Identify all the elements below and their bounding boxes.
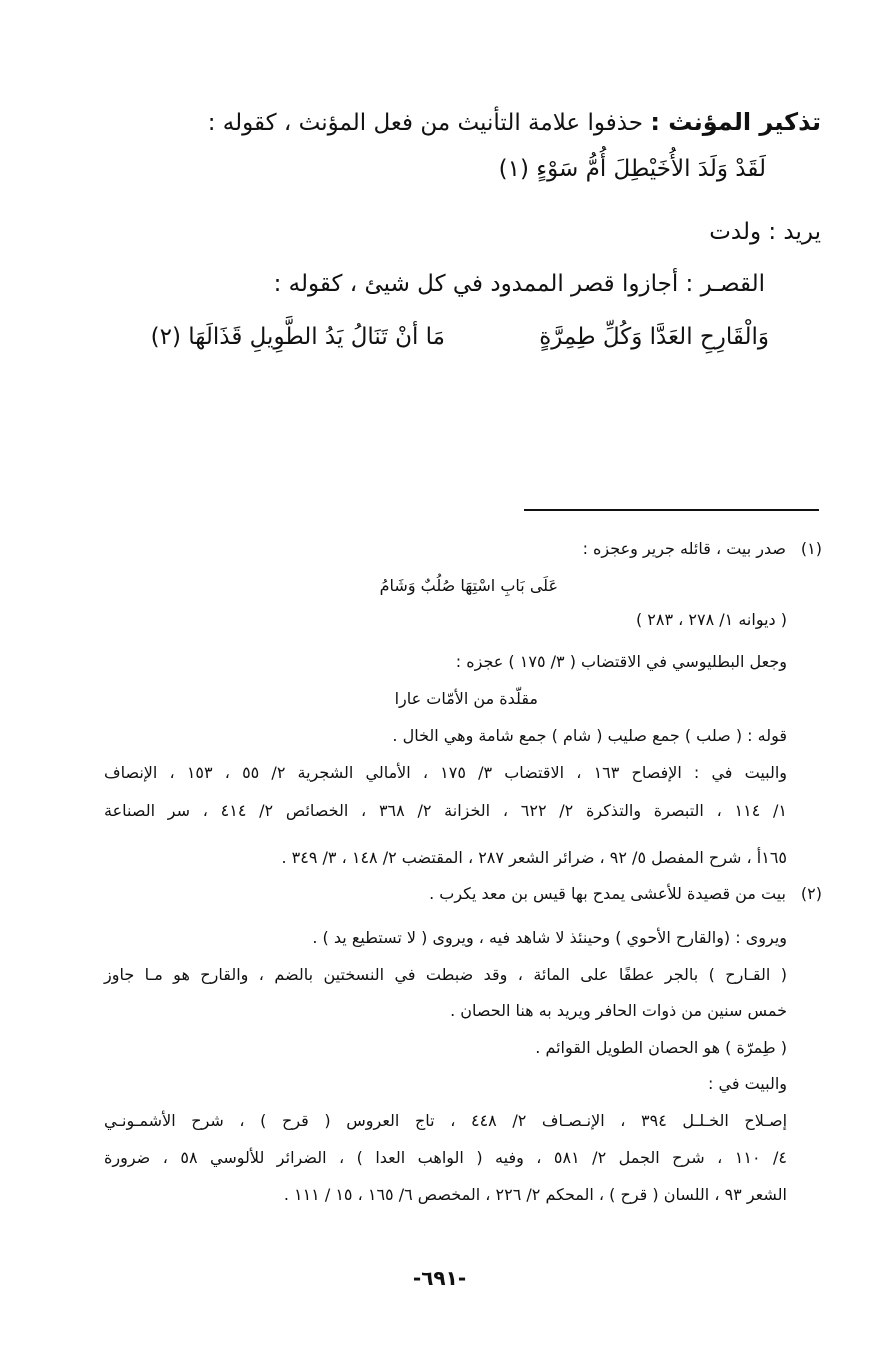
footnote-2-qarih-2: خمس سنين من ذوات الحافر ويريد به هنا الحصان . — [450, 1001, 787, 1020]
yurid-line: يريد : ولدت — [709, 219, 821, 245]
verse-1: لَقَدْ وَلَدَ الأُخَيْطِلَ أُمُّ سَوْءٍ (١) — [498, 156, 766, 182]
footnote-2-marker: (٢) — [800, 884, 822, 903]
footnote-2-wal-bayt: والبيت في : — [708, 1074, 787, 1093]
heading-text: حذفوا علامة التأنيث من فعل المؤنث ، كقوله : — [207, 110, 651, 136]
footnote-1-sources-3: ١٦٥أ ، شرح المفصل ٥/ ٩٢ ، ضرائر الشعر ٢٨٧ ، المقتضب ٢/ ١٤٨ ، ٣/ ٣٤٩ . — [281, 848, 787, 867]
footnote-1-marker: (١) — [800, 539, 822, 558]
footnote-1-line: صدر بيت ، قائله جرير وعجزه : — [582, 539, 786, 558]
footnote-2-qarih-1: ( القـارح ) بالجر عطفًا على المائة ، وقد ضبطت في النسختين بالضم ، والقارح هو مـا جاوز — [104, 965, 787, 984]
footnote-1-qawluh: قوله : ( صلب ) جمع صليب ( شام ) جمع شامة وهي الخال . — [392, 726, 787, 745]
footnote-1-hemistich-2: مقلّدة من الأمّات عارا — [394, 689, 538, 708]
heading-term: تذكير المؤنث : — [650, 108, 821, 136]
footnote-2-timirra: ( طِمرّة ) هو الحصان الطويل القوائم . — [535, 1038, 787, 1057]
footnote-2-line: بيت من قصيدة للأعشى يمدح بها قيس بن معد يكرب . — [429, 884, 786, 903]
footnote-1-batalyawsi: وجعل البطليوسي في الاقتضاب ( ٣/ ١٧٥ ) عجزه : — [455, 652, 787, 671]
footnote-divider — [524, 509, 819, 511]
footnote-2-yurwa: ويروى : (والقارح الأحوي ) وحينئذ لا شاهد فيه ، ويروى ( لا تستطيع يد ) . — [312, 928, 787, 947]
footnote-1-sources-1: والبيت في : الإفصاح ١٦٣ ، الاقتضاب ٣/ ١٧٥ ، الأمالي الشجرية ٢/ ٥٥ ، ١٥٣ ، الإنصاف — [104, 763, 788, 782]
qasr-line: القصـر : أجازوا قصر الممدود في كل شيئ ، كقوله : — [273, 271, 765, 297]
footnote-2-sources-2: ٤/ ١١٠ ، شرح الجمل ٢/ ٥٨١ ، وفيه ( الواهب العدا ) ، الضرائر للألوسي ٥٨ ، ضرورة — [104, 1148, 787, 1167]
verse-2-first-hemistich: وَالْقَارِحِ العَدَّا وَكُلِّ طِمِرَّةٍ — [539, 324, 769, 350]
verse-2-second-hemistich: مَا أنْ تَنَالُ يَدُ الطَّوِيلِ قَذَالَهَا (٢) — [150, 324, 445, 350]
footnote-1-diwan: ( ديوانه ١/ ٢٧٨ ، ٢٨٣ ) — [635, 610, 787, 629]
page-number: -٦٩١- — [412, 1266, 467, 1290]
footnote-1-hemistich: عَلَى بَابِ اسْتِهَا صُلُبٌ وَشَامُ — [379, 576, 558, 595]
footnote-2-sources-1: إصـلاح الخـلـل ٣٩٤ ، الإنـصـاف ٢/ ٤٤٨ ، تاج العروس ( قرح ) ، شرح الأشمـونـي — [104, 1111, 788, 1130]
footnote-2-sources-3: الشعر ٩٣ ، اللسان ( قرح ) ، المحكم ٢/ ٢٢٦ ، المخصص ٦/ ١٦٥ ، ١٥ / ١١١ . — [283, 1185, 787, 1204]
heading-line — [208, 106, 821, 139]
footnote-1-sources-2: ١/ ١١٤ ، التبصرة والتذكرة ٢/ ٦٢٢ ، الخزانة ٢/ ٣٦٨ ، الخصائص ٢/ ٤١٤ ، سر الصناعة — [104, 801, 787, 820]
